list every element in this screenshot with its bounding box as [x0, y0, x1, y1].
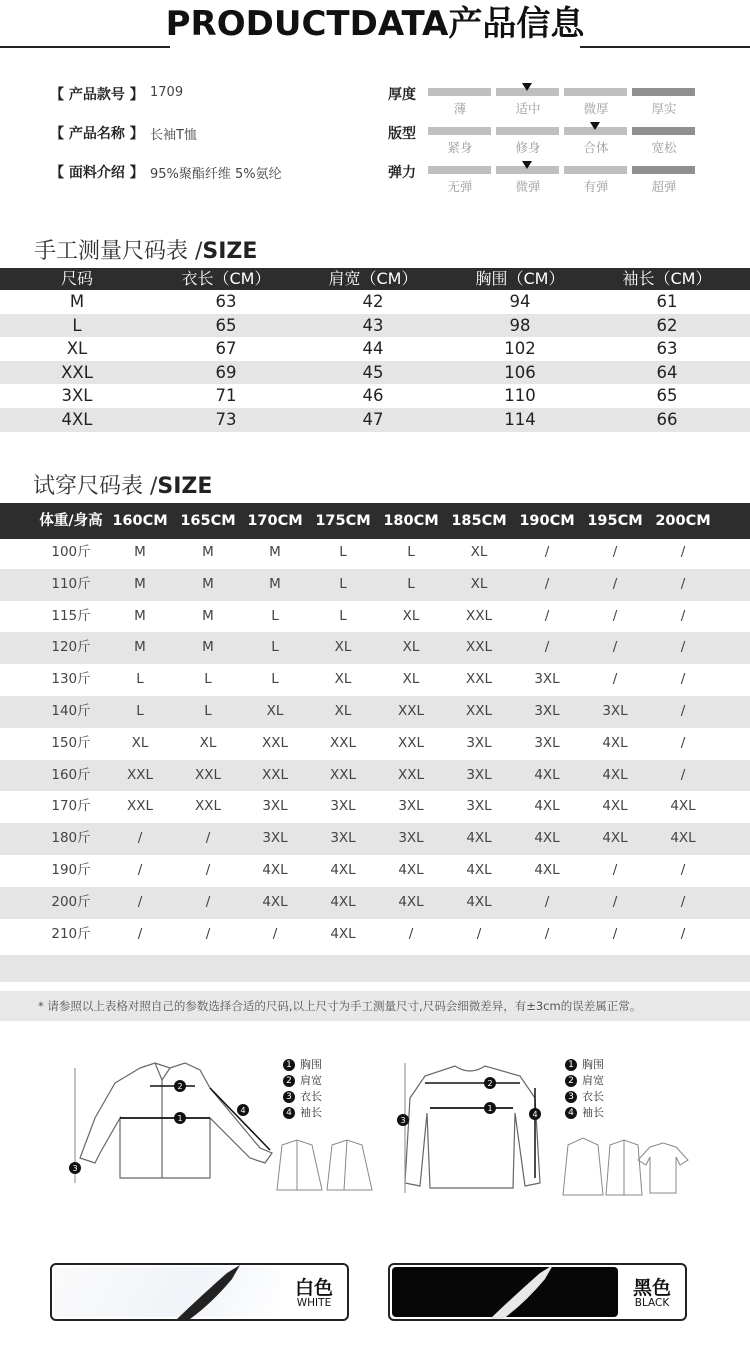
scale-level-label: 适中	[515, 101, 541, 116]
table-cell: /	[137, 830, 143, 847]
table-cell: XXL	[61, 362, 93, 382]
table-cell: 3XL	[534, 734, 560, 751]
table-cell: 4XL	[466, 862, 492, 878]
table-cell: 65	[215, 315, 237, 335]
measure-column-header: 衣长（CM）	[181, 269, 271, 288]
table-cell: /	[680, 671, 686, 688]
table-cell: XXL	[465, 639, 493, 656]
table-cell: /	[137, 893, 143, 910]
table-cell: /	[612, 893, 618, 910]
table-row	[0, 601, 750, 633]
fit-column-header: 185CM	[451, 513, 507, 529]
legend-right: 1 胸围 2 肩宽 3 衣长 4 袖长	[565, 1056, 604, 1120]
table-cell: /	[680, 575, 686, 592]
table-cell: 3XL	[398, 798, 424, 815]
page-title: PRODUCTDATA产品信息	[165, 4, 585, 44]
table-cell: /	[544, 639, 550, 656]
table-cell: 4XL	[534, 862, 560, 878]
measure-column-header: 袖长（CM）	[622, 269, 712, 288]
table-cell: 110	[504, 386, 536, 406]
table-row	[0, 791, 750, 823]
table-cell: L	[271, 607, 279, 624]
table-cell: XL	[470, 544, 488, 560]
table-cell: /	[272, 925, 278, 942]
table-cell: M	[269, 575, 281, 592]
header-divider-left	[0, 46, 170, 48]
table-cell: 4XL	[670, 830, 696, 847]
table-cell: 46	[362, 386, 384, 406]
table-cell: /	[680, 862, 686, 878]
table-cell: /	[476, 925, 482, 942]
svg-text:4: 4	[532, 1110, 538, 1119]
table-cell: 3XL	[330, 830, 356, 847]
scale-level-label: 无弹	[447, 179, 473, 194]
table-cell: 4XL	[466, 830, 492, 847]
table-cell: 63	[656, 339, 678, 359]
table-cell: XL	[334, 703, 352, 719]
table-cell: /	[544, 544, 550, 560]
table-cell: 44	[362, 339, 384, 359]
color-name-en: WHITE	[296, 1297, 332, 1309]
table-cell: XL	[334, 639, 352, 656]
fit-column-header: 180CM	[383, 513, 439, 529]
fit-column-header: 195CM	[587, 513, 643, 529]
table-cell: L	[339, 607, 347, 624]
table-cell: 114	[504, 410, 536, 429]
feather-icon	[485, 1265, 565, 1319]
table-cell: 4XL	[602, 830, 628, 847]
fit-column-header: 160CM	[112, 513, 168, 529]
attribute-name: 弹力	[388, 165, 416, 181]
table-cell: M	[134, 575, 146, 592]
table-row	[0, 537, 750, 569]
table-cell: /	[680, 734, 686, 751]
table-cell: 94	[509, 292, 531, 311]
scale-level-label: 宽松	[651, 140, 677, 155]
color-option-white[interactable]	[50, 1263, 349, 1321]
table-cell: /	[680, 703, 686, 719]
table-cell: 47	[362, 410, 384, 429]
table-cell: /	[680, 607, 686, 624]
table-cell: /	[680, 544, 686, 560]
color-name-en: BLACK	[634, 1297, 670, 1309]
table-cell: /	[680, 766, 686, 783]
table-cell: 4XL	[262, 862, 288, 878]
table-cell: 3XL	[466, 798, 492, 815]
table-cell: 4XL	[330, 893, 356, 910]
measure-table-header	[0, 268, 750, 290]
table-cell: XXL	[194, 766, 222, 783]
size-note: * 请参照以上表格对照自己的参数选择合适的尺码,以上尺寸为手工测量尺寸,尺码会细微差异，有±3cm的误差属正常。	[38, 999, 642, 1013]
table-cell: L	[204, 703, 212, 719]
table-row	[0, 728, 750, 760]
table-cell: 98	[509, 315, 531, 335]
table-cell: L	[136, 671, 144, 688]
table-cell: M	[202, 639, 214, 656]
table-cell: M	[202, 607, 214, 624]
table-cell: 4XL	[534, 766, 560, 783]
fit-table-spacer-row	[0, 955, 750, 982]
table-cell: 73	[215, 410, 237, 429]
fit-column-header: 体重/身高	[39, 513, 103, 529]
table-cell: 65	[656, 386, 678, 406]
scale-segment	[428, 166, 491, 174]
attribute-name: 厚度	[388, 87, 416, 103]
scale-segment	[632, 127, 695, 135]
table-cell: XXL	[465, 671, 493, 688]
shirt-diagram	[60, 1058, 290, 1188]
table-cell: XL	[334, 671, 352, 688]
table-cell: 160斤	[51, 766, 91, 783]
svg-text:1: 1	[487, 1104, 493, 1113]
scale-marker-icon	[590, 122, 600, 130]
scale-level-label: 紧身	[447, 140, 473, 155]
fit-column-header: 200CM	[655, 513, 711, 529]
table-cell: 3XL	[262, 798, 288, 815]
table-cell: 106	[504, 362, 536, 382]
table-cell: 4XL	[330, 862, 356, 878]
table-cell: 71	[215, 386, 237, 406]
table-cell: /	[680, 893, 686, 910]
table-row	[0, 569, 750, 601]
table-cell: 120斤	[51, 639, 91, 656]
table-cell: XL	[402, 639, 420, 656]
table-cell: L	[271, 671, 279, 688]
table-cell: 4XL	[602, 798, 628, 815]
table-cell: /	[612, 671, 618, 688]
table-cell: /	[544, 925, 550, 942]
scale-marker-icon	[522, 161, 532, 169]
table-cell: M	[202, 544, 214, 560]
table-cell: XXL	[329, 734, 357, 751]
scale-level-label: 有弹	[583, 179, 609, 194]
table-row	[0, 632, 750, 664]
table-cell: 64	[656, 362, 678, 382]
jacket-sketch-icons	[272, 1135, 382, 1205]
product-name-label: 【 产品名称 】	[50, 126, 144, 142]
table-cell: /	[612, 544, 618, 560]
table-cell: /	[408, 925, 414, 942]
table-cell: L	[407, 575, 415, 592]
table-cell: 200斤	[51, 893, 91, 910]
scale-level-label: 微厚	[583, 101, 609, 116]
scale-segment	[632, 166, 695, 174]
table-cell: M	[134, 544, 146, 560]
table-cell: 130斤	[51, 671, 91, 688]
scale-level-label: 厚实	[651, 101, 677, 116]
table-cell: /	[612, 639, 618, 656]
table-cell: /	[544, 575, 550, 592]
table-cell: 42	[362, 292, 384, 311]
fit-column-header: 170CM	[247, 513, 303, 529]
fabric-value: 95%聚酯纤维 5%氨纶	[150, 167, 282, 182]
table-cell: 4XL	[398, 862, 424, 878]
table-cell: XXL	[397, 766, 425, 783]
table-cell: 110斤	[51, 575, 91, 592]
table-cell: /	[612, 575, 618, 592]
table-cell: 170斤	[51, 798, 91, 815]
table-cell: L	[204, 671, 212, 688]
product-code-value: 1709	[150, 85, 184, 100]
table-cell: XXL	[397, 734, 425, 751]
table-cell: 45	[362, 362, 384, 382]
garment-sketch-icons	[558, 1135, 698, 1205]
table-row	[0, 384, 750, 408]
table-cell: M	[69, 292, 85, 311]
table-cell: /	[205, 862, 211, 878]
table-cell: /	[612, 607, 618, 624]
table-row	[0, 664, 750, 696]
table-cell: 4XL	[534, 830, 560, 847]
table-cell: XL	[402, 671, 420, 688]
table-cell: /	[612, 862, 618, 878]
table-cell: 3XL	[534, 703, 560, 719]
table-cell: /	[544, 893, 550, 910]
product-name-value: 长袖T恤	[150, 128, 197, 143]
table-cell: 69	[215, 362, 237, 382]
scale-segment	[564, 166, 627, 174]
table-cell: XXL	[126, 766, 154, 783]
scale-level-label: 薄	[453, 101, 467, 116]
table-cell: /	[205, 830, 211, 847]
color-name-cn: 黑色	[632, 1277, 671, 1299]
fit-column-header: 190CM	[519, 513, 575, 529]
table-row	[0, 290, 750, 314]
fabric-label: 【 面料介绍 】	[50, 165, 144, 181]
table-cell: /	[680, 925, 686, 942]
fit-column-header: 165CM	[180, 513, 236, 529]
table-cell: 61	[656, 292, 678, 311]
table-cell: /	[612, 925, 618, 942]
table-cell: /	[137, 925, 143, 942]
table-cell: XXL	[465, 607, 493, 624]
scale-segment	[428, 127, 491, 135]
table-cell: M	[269, 544, 281, 560]
measure-column-header: 肩宽（CM）	[328, 269, 418, 288]
sweater-diagram	[395, 1058, 555, 1203]
table-cell: /	[205, 893, 211, 910]
table-cell: 4XL	[466, 893, 492, 910]
table-cell: 63	[215, 292, 237, 311]
scale-segment	[496, 127, 559, 135]
table-cell: 3XL	[602, 703, 628, 719]
table-cell: 115斤	[51, 607, 91, 624]
table-cell: /	[205, 925, 211, 942]
scale-marker-icon	[522, 83, 532, 91]
table-cell: 140斤	[51, 703, 91, 719]
table-cell: 3XL	[466, 766, 492, 783]
svg-text:3: 3	[72, 1164, 78, 1173]
table-cell: 4XL	[602, 734, 628, 751]
table-cell: 4XL	[262, 893, 288, 910]
table-cell: XL	[266, 703, 284, 719]
table-cell: /	[137, 862, 143, 878]
scale-segment	[428, 88, 491, 96]
table-cell: 4XL	[398, 893, 424, 910]
table-cell: 3XL	[466, 734, 492, 751]
table-cell: 4XL	[670, 798, 696, 815]
measure-column-header: 尺码	[60, 269, 93, 288]
table-row	[0, 337, 750, 361]
attribute-name: 版型	[388, 126, 416, 142]
table-row	[0, 855, 750, 887]
svg-text:2: 2	[177, 1082, 183, 1091]
svg-text:4: 4	[240, 1106, 246, 1115]
table-row	[0, 696, 750, 728]
table-cell: 3XL	[330, 798, 356, 815]
color-name-cn: 白色	[294, 1277, 333, 1299]
table-cell: XXL	[465, 703, 493, 719]
table-cell: 43	[362, 315, 384, 335]
table-cell: 3XL	[262, 830, 288, 847]
table-cell: 102	[504, 339, 536, 359]
table-cell: 180斤	[51, 830, 91, 847]
table-cell: 3XL	[61, 386, 93, 406]
table-cell: XL	[199, 734, 217, 751]
table-cell: XL	[66, 339, 88, 359]
table-cell: /	[680, 639, 686, 656]
table-cell: 190斤	[51, 862, 91, 878]
table-cell: 3XL	[534, 671, 560, 688]
table-row	[0, 408, 750, 432]
table-cell: L	[136, 703, 144, 719]
table-cell: 100斤	[51, 544, 91, 560]
table-cell: 66	[656, 410, 678, 429]
table-cell: 150斤	[51, 734, 91, 751]
scale-segment	[632, 88, 695, 96]
table-cell: XL	[402, 607, 420, 624]
table-cell: 62	[656, 315, 678, 335]
table-cell: L	[72, 315, 82, 335]
scale-level-label: 修身	[515, 140, 541, 155]
table-cell: L	[407, 544, 415, 560]
svg-text:1: 1	[177, 1114, 183, 1123]
table-cell: 3XL	[398, 830, 424, 847]
header-divider-right	[580, 46, 750, 48]
svg-text:2: 2	[487, 1079, 493, 1088]
fit-table-header	[0, 503, 750, 539]
table-cell: L	[271, 639, 279, 656]
table-row	[0, 314, 750, 338]
table-cell: L	[339, 544, 347, 560]
scale-level-label: 合体	[583, 140, 609, 155]
table-cell: XXL	[261, 734, 289, 751]
table-cell: M	[202, 575, 214, 592]
legend-left: 1 胸围 2 肩宽 3 衣长 4 袖长	[283, 1056, 322, 1120]
table-cell: XXL	[397, 703, 425, 719]
table-cell: 4XL	[602, 766, 628, 783]
table-row	[0, 919, 750, 951]
fit-table-title: 试穿尺码表 /SIZE	[33, 474, 213, 499]
table-cell: XL	[131, 734, 149, 751]
scale-segment	[564, 88, 627, 96]
table-cell: XL	[470, 575, 488, 592]
table-cell: L	[339, 575, 347, 592]
table-row	[0, 361, 750, 385]
table-cell: 210斤	[51, 925, 91, 942]
feather-icon	[172, 1265, 252, 1319]
scale-level-label: 微弹	[515, 179, 541, 194]
table-row	[0, 887, 750, 919]
table-row	[0, 760, 750, 792]
table-cell: XXL	[329, 766, 357, 783]
table-cell: 67	[215, 339, 237, 359]
fit-column-header: 175CM	[315, 513, 371, 529]
color-option-black[interactable]	[388, 1263, 687, 1321]
measure-column-header: 胸围（CM）	[475, 269, 565, 288]
table-row	[0, 823, 750, 855]
table-cell: XXL	[126, 798, 154, 815]
table-cell: 4XL	[330, 925, 356, 942]
measure-table-title: 手工测量尺码表 /SIZE	[34, 239, 258, 264]
table-cell: /	[544, 607, 550, 624]
product-code-label: 【 产品款号 】	[50, 87, 144, 103]
table-cell: 4XL	[534, 798, 560, 815]
table-cell: XXL	[194, 798, 222, 815]
table-cell: M	[134, 607, 146, 624]
table-cell: 4XL	[61, 410, 93, 429]
scale-level-label: 超弹	[651, 179, 677, 194]
table-cell: XXL	[261, 766, 289, 783]
table-cell: M	[134, 639, 146, 656]
svg-text:3: 3	[400, 1116, 406, 1125]
